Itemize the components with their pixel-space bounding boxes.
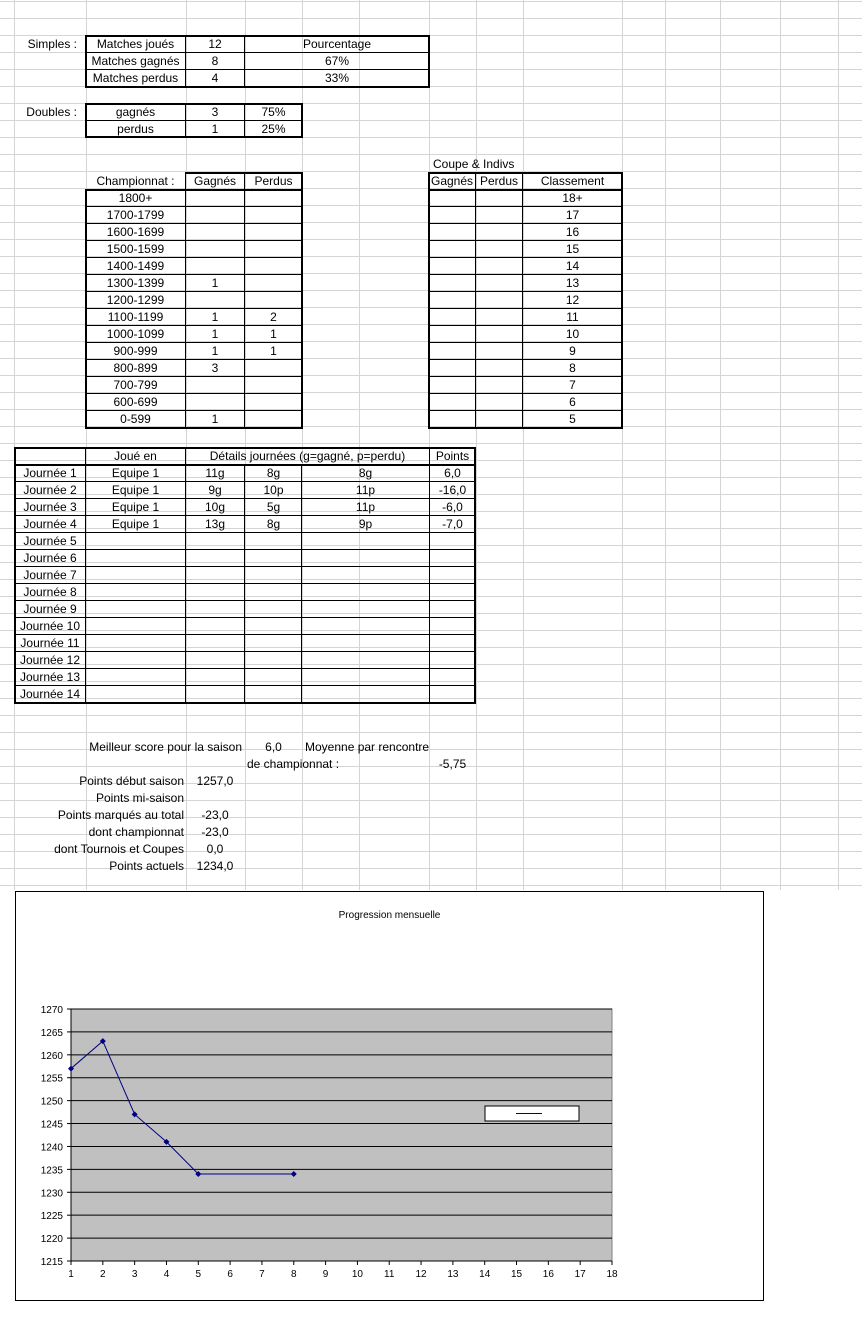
journees-points-header[interactable]: Points <box>435 449 470 463</box>
championnat-lost-cell[interactable]: 2 <box>270 310 277 324</box>
border-line <box>14 481 476 482</box>
average-label-line2[interactable]: de championnat : <box>247 757 340 771</box>
journee-name-cell[interactable]: Journée 12 <box>19 653 81 667</box>
y-tick-label: 1215 <box>40 1257 63 1268</box>
journee-detail1-cell[interactable] <box>186 601 244 618</box>
championnat-range-cell[interactable]: 900-999 <box>113 344 158 358</box>
journee-name-cell[interactable]: Journée 9 <box>23 602 77 616</box>
border-line <box>244 464 245 704</box>
x-tick-label: 3 <box>131 1269 138 1280</box>
y-tick-label: 1225 <box>40 1211 63 1223</box>
journee-detail2-cell[interactable] <box>245 533 302 550</box>
journee-detail1-cell[interactable] <box>186 669 244 686</box>
championnat-range-cell[interactable]: 1700-1799 <box>106 208 165 222</box>
border-line <box>85 359 303 360</box>
border-line <box>14 600 476 601</box>
journee-detail3-cell[interactable] <box>302 669 429 686</box>
stat-label[interactable]: Points actuels <box>109 859 184 873</box>
championnat-lost-cell[interactable] <box>245 394 302 411</box>
journee-detail2-cell[interactable] <box>245 618 302 635</box>
border-line <box>185 35 186 88</box>
border-line <box>85 274 303 275</box>
championnat-won-cell[interactable]: 1 <box>211 276 219 290</box>
border-line <box>14 583 476 584</box>
simples-won-value[interactable]: 8 <box>211 54 219 68</box>
border-line <box>85 376 303 377</box>
border-line <box>14 651 476 652</box>
border-line <box>428 325 623 326</box>
simples-lost-value[interactable]: 4 <box>211 71 219 85</box>
stat-label[interactable]: dont Tournois et Coupes <box>54 842 184 856</box>
y-tick-label: 1245 <box>40 1119 63 1131</box>
journee-name-cell[interactable]: Journée 3 <box>23 500 77 514</box>
border-line <box>428 410 623 411</box>
coupe-rank-header[interactable]: Classement <box>540 174 605 188</box>
x-tick-label: 6 <box>227 1269 233 1280</box>
journee-detail2-cell[interactable] <box>245 584 302 601</box>
championnat-lost-header[interactable]: Perdus <box>254 174 293 188</box>
stat-value[interactable]: 0,0 <box>206 842 224 856</box>
championnat-range-cell[interactable]: 0-599 <box>120 412 151 426</box>
championnat-header[interactable]: Championnat : <box>96 174 175 188</box>
x-tick-label: 15 <box>510 1269 523 1280</box>
championnat-won-cell[interactable]: 1 <box>211 412 219 426</box>
championnat-lost-cell[interactable] <box>245 190 302 207</box>
journee-detail2-cell[interactable]: 10p <box>263 483 284 497</box>
border-line <box>14 447 476 449</box>
border-line <box>428 376 623 377</box>
journee-name-cell[interactable]: Journée 7 <box>23 568 77 582</box>
y-tick-label: 1270 <box>40 1005 63 1016</box>
x-tick-label: 18 <box>606 1269 618 1280</box>
coupe-lost-header[interactable]: Perdus <box>479 174 519 188</box>
journee-team-cell[interactable]: Equipe 1 <box>111 466 160 480</box>
championnat-won-cell[interactable]: 1 <box>211 344 219 358</box>
championnat-lost-cell[interactable] <box>245 224 302 241</box>
border-line <box>85 69 430 70</box>
championnat-range-cell[interactable]: 1600-1699 <box>106 225 165 239</box>
journee-name-cell[interactable]: Journée 14 <box>19 687 81 701</box>
championnat-won-cell[interactable]: 1 <box>211 310 219 324</box>
stat-value[interactable]: -23,0 <box>201 808 229 822</box>
journee-team-cell[interactable] <box>86 584 185 601</box>
border-line <box>428 359 623 360</box>
championnat-range-cell[interactable]: 1100-1199 <box>107 310 164 324</box>
journee-detail3-cell[interactable] <box>302 618 429 635</box>
journee-points-cell[interactable] <box>430 686 475 703</box>
x-tick-label: 10 <box>351 1269 363 1280</box>
coupe-rank-cell[interactable]: 7 <box>569 378 576 392</box>
championnat-range-cell[interactable]: 1500-1599 <box>106 242 165 256</box>
journee-detail2-cell[interactable] <box>245 601 302 618</box>
journee-detail1-cell[interactable] <box>186 567 244 584</box>
doubles-lost-pct[interactable]: 25% <box>261 122 286 136</box>
border-line <box>85 410 303 411</box>
y-tick-label: 1260 <box>40 1050 63 1062</box>
coupe-rank-cell[interactable]: 13 <box>565 276 580 290</box>
border-line <box>428 172 430 429</box>
border-line <box>185 447 186 704</box>
doubles-won-value[interactable]: 3 <box>211 105 219 119</box>
journee-detail3-cell[interactable]: 11p <box>355 500 376 514</box>
y-tick-label: 1240 <box>40 1142 63 1154</box>
border-line <box>14 464 476 466</box>
border-line <box>85 206 303 207</box>
journee-team-cell[interactable] <box>86 533 185 550</box>
coupe-rank-cell[interactable]: 14 <box>565 259 580 273</box>
coupe-rank-cell[interactable]: 18+ <box>562 191 583 205</box>
border-line <box>185 103 186 138</box>
border-line <box>14 549 476 550</box>
championnat-lost-cell[interactable] <box>245 207 302 224</box>
border-line <box>428 223 623 224</box>
border-line <box>428 274 623 275</box>
journee-detail1-cell[interactable] <box>186 550 244 567</box>
journee-detail3-cell[interactable]: 11p <box>355 483 376 497</box>
coupe-rank-cell[interactable]: 8 <box>569 361 576 375</box>
border-line <box>14 447 16 704</box>
y-tick-label: 1265 <box>40 1027 63 1039</box>
journee-team-cell[interactable] <box>86 635 185 652</box>
championnat-won-cell[interactable] <box>186 207 244 224</box>
border-line <box>14 566 476 567</box>
border-line <box>85 189 303 191</box>
championnat-range-cell[interactable]: 700-799 <box>113 378 158 392</box>
border-line <box>85 240 303 241</box>
x-tick-label: 7 <box>259 1269 265 1280</box>
championnat-won-cell[interactable] <box>186 394 244 411</box>
championnat-lost-cell[interactable] <box>245 377 302 394</box>
x-tick-label: 17 <box>574 1269 586 1280</box>
simples-lost-label[interactable]: Matches perdus <box>92 71 179 85</box>
journee-team-cell[interactable] <box>86 567 185 584</box>
stat-label[interactable]: Points mi-saison <box>95 791 184 805</box>
championnat-range-cell[interactable]: 600-699 <box>113 395 158 409</box>
border-line <box>429 447 430 704</box>
border-line <box>428 342 623 343</box>
average-label-line1[interactable]: Moyenne par rencontre <box>305 740 430 754</box>
border-line <box>428 206 623 207</box>
y-tick-label: 1230 <box>40 1188 63 1200</box>
best-score-label[interactable]: Meilleur score pour la saison <box>89 740 242 754</box>
journee-points-cell[interactable] <box>430 567 475 584</box>
best-score-value[interactable]: 6,0 <box>265 740 282 754</box>
border-line <box>85 393 303 394</box>
journee-name-cell[interactable]: Journée 10 <box>19 619 81 633</box>
journee-points-cell[interactable] <box>430 601 475 618</box>
journee-name-cell[interactable]: Journée 13 <box>19 670 81 684</box>
journee-name-cell[interactable]: Journée 5 <box>23 534 77 548</box>
championnat-won-cell[interactable]: 1 <box>211 327 219 341</box>
border-line <box>85 120 303 121</box>
x-tick-label: 4 <box>163 1269 170 1280</box>
journee-detail3-cell[interactable]: 8g <box>358 466 373 480</box>
journee-detail2-cell[interactable]: 8g <box>266 466 281 480</box>
journee-detail3-cell[interactable] <box>302 533 429 550</box>
border-line <box>428 393 623 394</box>
championnat-won-cell[interactable]: 3 <box>211 361 219 375</box>
border-line <box>301 464 302 704</box>
border-line <box>428 35 430 88</box>
border-line <box>244 172 245 429</box>
y-tick-label: 1250 <box>40 1096 63 1108</box>
doubles-lost-value[interactable]: 1 <box>211 122 219 136</box>
journee-points-cell[interactable]: -16,0 <box>438 483 467 497</box>
journee-team-cell[interactable]: Equipe 1 <box>111 517 160 531</box>
coupe-rank-cell[interactable]: 9 <box>569 344 576 358</box>
border-line <box>85 86 430 88</box>
journee-detail2-cell[interactable] <box>245 635 302 652</box>
stat-value[interactable] <box>186 790 244 807</box>
journee-points-cell[interactable]: -6,0 <box>442 500 463 514</box>
journee-detail3-cell[interactable] <box>302 652 429 669</box>
chart-title: Progression mensuelle <box>338 910 441 921</box>
journee-detail1-cell[interactable] <box>186 686 244 703</box>
doubles-won-pct[interactable]: 75% <box>261 105 286 119</box>
simples-lost-pct[interactable]: 33% <box>324 71 350 85</box>
simples-percentage-header[interactable]: Pourcentage <box>302 37 372 51</box>
championnat-range-cell[interactable]: 1000-1099 <box>106 327 165 341</box>
border-line <box>85 257 303 258</box>
journee-detail1-cell[interactable] <box>186 618 244 635</box>
coupe-title[interactable]: Coupe & Indivs <box>433 157 515 171</box>
championnat-lost-cell[interactable] <box>245 275 302 292</box>
border-line <box>244 103 245 138</box>
border-line <box>522 172 523 429</box>
y-tick-label: 1235 <box>40 1165 63 1177</box>
championnat-won-cell[interactable] <box>186 377 244 394</box>
border-line <box>301 103 303 138</box>
chart-canvas <box>16 892 763 1300</box>
journee-team-cell[interactable]: Equipe 1 <box>111 483 160 497</box>
border-line <box>14 532 476 533</box>
border-line <box>14 685 476 686</box>
border-line <box>428 427 623 429</box>
border-line <box>85 308 303 309</box>
journee-detail3-cell[interactable] <box>302 584 429 601</box>
x-tick-label: 9 <box>322 1269 329 1280</box>
border-line <box>85 103 303 105</box>
x-tick-label: 8 <box>290 1269 297 1280</box>
border-line <box>14 617 476 618</box>
x-tick-label: 13 <box>447 1269 459 1280</box>
border-line <box>85 35 87 88</box>
coupe-rank-cell[interactable]: 16 <box>565 225 580 239</box>
simples-won-label[interactable]: Matches gagnés <box>91 54 180 68</box>
coupe-rank-cell[interactable]: 15 <box>565 242 580 256</box>
championnat-range-cell[interactable]: 800-899 <box>113 361 158 375</box>
simples-won-pct[interactable]: 67% <box>324 54 350 68</box>
championnat-range-cell[interactable]: 1200-1299 <box>106 293 165 307</box>
journee-detail2-cell[interactable] <box>245 567 302 584</box>
border-line <box>428 172 623 174</box>
journee-points-cell[interactable] <box>430 618 475 635</box>
border-line <box>14 515 476 516</box>
journee-detail1-cell[interactable] <box>186 635 244 652</box>
championnat-range-cell[interactable]: 1400-1499 <box>106 259 165 273</box>
simples-played-label[interactable]: Matches joués <box>96 37 175 51</box>
journee-name-cell[interactable]: Journée 4 <box>23 517 77 531</box>
journees-details-header[interactable]: Détails journées (g=gagné, p=perdu) <box>209 449 406 463</box>
journee-detail3-cell[interactable] <box>302 601 429 618</box>
championnat-lost-cell[interactable] <box>245 411 302 428</box>
border-line <box>85 136 303 138</box>
stat-label[interactable]: Points début saison <box>79 774 184 788</box>
journee-detail3-cell[interactable] <box>302 550 429 567</box>
border-line <box>14 634 476 635</box>
championnat-range-cell[interactable]: 1800+ <box>118 191 153 205</box>
journee-team-cell[interactable] <box>86 652 185 669</box>
plot-area <box>71 1009 612 1261</box>
stat-value[interactable]: -23,0 <box>201 825 229 839</box>
doubles-label: Doubles : <box>26 105 77 119</box>
stat-value[interactable]: 1234,0 <box>196 859 234 873</box>
championnat-lost-cell[interactable] <box>245 360 302 377</box>
border-line <box>428 257 623 258</box>
coupe-rank-cell[interactable]: 12 <box>565 293 580 307</box>
journee-detail2-cell[interactable]: 5g <box>266 500 281 514</box>
journee-points-cell[interactable] <box>430 635 475 652</box>
championnat-lost-cell[interactable] <box>245 241 302 258</box>
journee-detail3-cell[interactable]: 9p <box>358 517 373 531</box>
coupe-rank-cell[interactable]: 17 <box>565 208 580 222</box>
border-line <box>244 35 245 88</box>
journee-detail1-cell[interactable]: 13g <box>204 517 226 531</box>
stat-label[interactable]: Points marqués au total <box>57 808 184 822</box>
championnat-lost-cell[interactable] <box>245 258 302 275</box>
x-tick-label: 16 <box>542 1269 554 1280</box>
journee-name-cell[interactable]: Journée 11 <box>20 636 80 650</box>
average-value[interactable]: -5,75 <box>438 757 467 771</box>
border-line <box>85 52 430 53</box>
x-tick-label: 11 <box>384 1269 395 1280</box>
coupe-won-header[interactable]: Gagnés <box>430 174 474 188</box>
y-tick-label: 1255 <box>40 1073 63 1085</box>
border-line <box>428 189 623 191</box>
journee-detail1-cell[interactable]: 10g <box>204 500 226 514</box>
simples-label: Simples : <box>27 37 77 51</box>
doubles-lost-label[interactable]: perdus <box>117 122 154 136</box>
journee-detail3-cell[interactable] <box>302 686 429 703</box>
journee-detail1-cell[interactable] <box>186 584 244 601</box>
journee-detail3-cell[interactable] <box>302 567 429 584</box>
border-line <box>185 172 186 429</box>
journee-detail2-cell[interactable]: 8g <box>266 517 281 531</box>
border-line <box>14 702 476 704</box>
border-line <box>474 447 476 704</box>
border-line <box>85 35 430 37</box>
journee-points-cell[interactable]: -7,0 <box>442 517 463 531</box>
border-line <box>475 172 476 429</box>
championnat-lost-cell[interactable] <box>245 292 302 309</box>
journee-detail2-cell[interactable] <box>245 550 302 567</box>
championnat-won-cell[interactable] <box>186 258 244 275</box>
border-line <box>301 172 303 429</box>
journee-team-cell[interactable] <box>86 669 185 686</box>
journee-detail1-cell[interactable]: 11g <box>205 466 225 480</box>
championnat-won-cell[interactable] <box>186 224 244 241</box>
journee-team-cell[interactable] <box>86 618 185 635</box>
border-line <box>85 223 303 224</box>
doubles-won-label[interactable]: gagnés <box>115 105 156 119</box>
journee-detail1-cell[interactable] <box>186 652 244 669</box>
x-tick-label: 12 <box>415 1269 427 1280</box>
journee-detail2-cell[interactable] <box>245 652 302 669</box>
border-line <box>85 103 87 138</box>
coupe-rank-cell[interactable]: 6 <box>569 395 576 409</box>
journee-points-cell[interactable] <box>430 584 475 601</box>
journee-detail2-cell[interactable] <box>245 686 302 703</box>
border-line <box>14 668 476 669</box>
journee-points-cell[interactable]: 6,0 <box>444 466 461 480</box>
journee-detail3-cell[interactable] <box>302 635 429 652</box>
journee-points-cell[interactable] <box>430 533 475 550</box>
championnat-won-header[interactable]: Gagnés <box>193 174 237 188</box>
border-line <box>85 291 303 292</box>
journee-name-cell[interactable]: Journée 6 <box>23 551 77 565</box>
x-tick-label: 2 <box>100 1269 106 1280</box>
journee-points-cell[interactable] <box>430 652 475 669</box>
x-tick-label: 5 <box>195 1269 202 1280</box>
championnat-lost-cell[interactable]: 1 <box>270 344 277 358</box>
championnat-lost-cell[interactable]: 1 <box>270 327 277 341</box>
border-line <box>621 172 623 429</box>
border-line <box>428 291 623 292</box>
stat-value[interactable]: 1257,0 <box>196 774 234 788</box>
championnat-won-cell[interactable] <box>186 292 244 309</box>
championnat-range-cell[interactable]: 1300-1399 <box>106 276 165 290</box>
border-line <box>428 308 623 309</box>
journee-team-cell[interactable] <box>86 686 185 703</box>
simples-played-value[interactable]: 12 <box>208 37 222 51</box>
y-tick-label: 1220 <box>40 1234 63 1246</box>
stat-label[interactable]: dont championnat <box>88 825 184 839</box>
border-line <box>85 189 87 429</box>
journee-points-cell[interactable] <box>430 550 475 567</box>
journee-team-cell[interactable] <box>86 550 185 567</box>
x-tick-label: 1 <box>68 1269 74 1280</box>
border-line <box>428 240 623 241</box>
progression-chart[interactable] <box>15 891 764 1301</box>
championnat-won-cell[interactable] <box>186 241 244 258</box>
journee-name-cell[interactable]: Journée 2 <box>23 483 77 497</box>
journee-detail2-cell[interactable] <box>245 669 302 686</box>
journee-team-cell[interactable]: Equipe 1 <box>111 500 160 514</box>
coupe-rank-cell[interactable]: 11 <box>566 310 579 324</box>
journees-team-header[interactable]: Joué en <box>114 449 157 463</box>
border-line <box>14 498 476 499</box>
border-line <box>85 325 303 326</box>
championnat-won-cell[interactable] <box>186 190 244 207</box>
journee-name-cell[interactable]: Journée 1 <box>23 466 77 480</box>
x-tick-label: 14 <box>479 1269 491 1280</box>
journee-points-cell[interactable] <box>430 669 475 686</box>
journee-name-cell[interactable]: Journée 8 <box>23 585 77 599</box>
journee-detail1-cell[interactable]: 9g <box>208 483 222 497</box>
journee-detail1-cell[interactable] <box>186 533 244 550</box>
border-line <box>85 447 86 704</box>
border-line <box>85 427 303 429</box>
coupe-rank-cell[interactable]: 10 <box>565 327 580 341</box>
border-line <box>85 342 303 343</box>
coupe-rank-cell[interactable]: 5 <box>569 412 576 426</box>
journee-team-cell[interactable] <box>86 601 185 618</box>
